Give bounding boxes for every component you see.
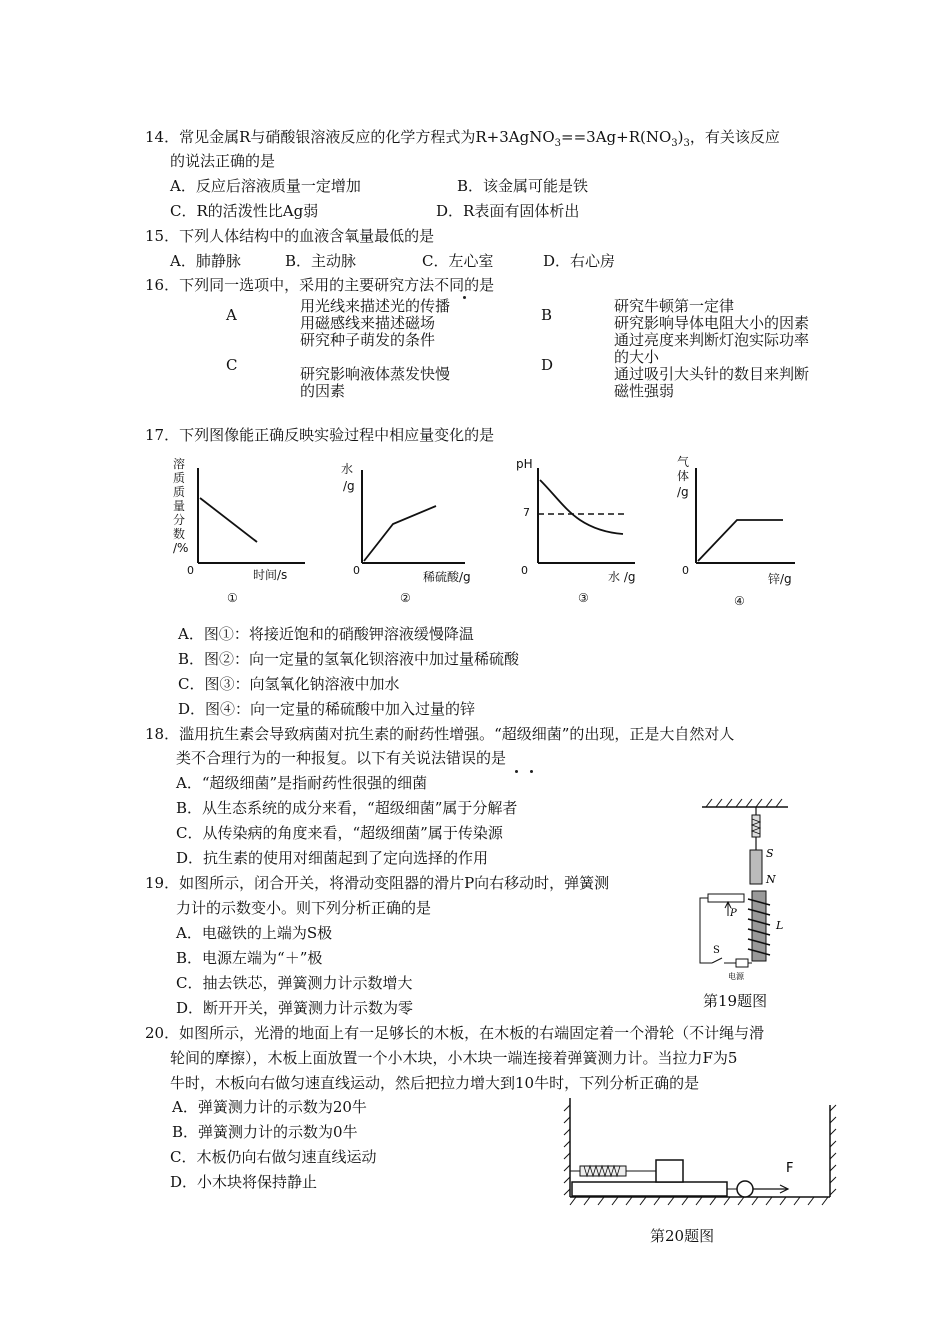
q17-stem: 17．下列图像能正确反映实验过程中相应量变化的是 (145, 426, 495, 444)
q15-option-d: D．右心房 (543, 252, 616, 270)
q14-stem-line1: 14．常见金属R与硝酸银溶液反应的化学方程式为$R+3AgNO_3==3Ag+R(NO_3)_3$，有关该反应 (145, 128, 780, 149)
g4-xlabel: 锌/g (768, 572, 792, 586)
g3-number: ③ (578, 591, 589, 605)
graph-2 (341, 461, 471, 605)
magnet-n-label: N (766, 873, 776, 886)
g1-ylabel-7: /% (173, 541, 189, 555)
g4-number: ④ (734, 594, 745, 608)
force-f-label: F (786, 1161, 794, 1176)
emphasis-dot (530, 770, 533, 773)
q18-stem-line1: 18．滥用抗生素会导致病菌对抗生素的耐药性增强。“超级细菌”的出现，正是大自然对人 (145, 725, 735, 743)
q20-option-c: C．木板仍向右做匀速直线运动 (170, 1148, 377, 1166)
q14-option-b: B．该金属可能是铁 (457, 177, 589, 195)
g2-ylabel-1: 水 (341, 462, 354, 476)
graph-1 (173, 456, 305, 605)
q16-a-line1: 用光线来描述光的传播 (300, 297, 451, 315)
g1-ylabel-2: 质 (173, 471, 186, 485)
g2-ylabel-2: /g (343, 479, 355, 493)
q18-option-c: C．从传染病的角度来看，“超级细菌”属于传染源 (176, 824, 503, 842)
q18-stem-line2: 类不合理行为的一种报复。以下有关说法错误的是 (176, 749, 507, 767)
q20-figure (560, 1095, 845, 1210)
q20-stem-line3: 牛时，木板向右做匀速直线运动，然后把拉力增大到10牛时，下列分析正确的是 (170, 1074, 700, 1092)
q20-caption: 第20题图 (650, 1227, 715, 1245)
switch-label: S (713, 945, 720, 956)
g2-origin: 0 (353, 564, 360, 577)
q16-stem: 16．下列同一选项中，采用的主要研究方法不同的是 (145, 276, 495, 294)
rheostat (708, 894, 744, 902)
q14-option-c: C．R的活泼性比Ag弱 (170, 202, 319, 220)
g3-origin: 0 (521, 564, 528, 577)
q15-option-b: B．主动脉 (285, 252, 357, 270)
q16-b-line2: 研究影响导体电阻大小的因素 (614, 314, 810, 332)
q17-option-c: C．图③：向氢氧化钠溶液中加水 (178, 675, 400, 693)
q17-option-d: D．图④：向一定量的稀硫酸中加入过量的锌 (178, 700, 476, 718)
q15-option-a: A．肺静脉 (170, 252, 241, 270)
g2-xlabel: 稀硫酸/g (423, 570, 471, 584)
g4-origin: 0 (682, 564, 689, 577)
power-source (736, 959, 748, 967)
slider-p-label: P (730, 908, 737, 919)
q18-option-b: B．从生态系统的成分来看，“超级细菌”属于分解者 (176, 799, 518, 817)
g1-xlabel: 时间/s (253, 568, 288, 582)
q20-stem-line2: 轮间的摩擦），木板上面放置一个小木块，小木块一端连接着弹簧测力计。当拉力F为5 (170, 1049, 738, 1067)
q19-figure (690, 795, 800, 985)
q17-option-b: B．图②：向一定量的氢氧化钡溶液中加过量稀硫酸 (178, 650, 520, 668)
q14-stem-line2: 的说法正确的是 (170, 152, 276, 170)
q19-option-c: C．抽去铁芯，弹簧测力计示数增大 (176, 974, 413, 992)
g1-ylabel-4: 量 (173, 499, 186, 513)
g2-number: ② (400, 591, 411, 605)
q16-c-line3: 的因素 (300, 382, 346, 400)
q20-option-a: A．弹簧测力计的示数为20牛 (172, 1098, 367, 1116)
graph-3 (516, 457, 635, 605)
g4-ylabel-3: /g (677, 485, 689, 499)
q16-c-label: C (226, 356, 238, 374)
q16-c-line2: 研究影响液体蒸发快慢 (300, 365, 451, 383)
q19-caption: 第19题图 (703, 992, 768, 1010)
q16-d-line2: 的大小 (614, 348, 660, 366)
q19-option-d: D．断开开关，弹簧测力计示数为零 (176, 999, 414, 1017)
g3-seven: 7 (523, 506, 530, 519)
q20-stem-line1: 20．如图所示，光滑的地面上有一足够长的木板，在木板的右端固定着一个滑轮（不计绳与滑 (145, 1024, 765, 1042)
q15-option-c: C．左心室 (422, 252, 494, 270)
g3-ylabel: pH (516, 457, 533, 471)
ceiling-hatching (706, 799, 782, 807)
g3-curve (540, 480, 623, 534)
g1-number: ① (227, 591, 238, 605)
q18-option-a: A．“超级细菌”是指耐药性很强的细菌 (176, 774, 428, 792)
q14-option-a: A．反应后溶液质量一定增加 (170, 177, 361, 195)
q20-option-b: B．弹簧测力计的示数为0牛 (172, 1123, 358, 1141)
q16-d-label: D (541, 356, 554, 374)
g1-ylabel-5: 分 (173, 513, 186, 527)
q17-graphs (165, 450, 815, 615)
wooden-block (656, 1160, 683, 1182)
g1-ylabel-1: 溶 (173, 457, 186, 471)
g4-ylabel-2: 体 (677, 469, 690, 483)
q16-d-line1: 通过亮度来判断灯泡实际功率 (614, 331, 810, 349)
wooden-board (572, 1182, 727, 1196)
g1-curve (200, 498, 257, 542)
q16-c-line1: 研究种子萌发的条件 (300, 331, 436, 349)
emphasis-dot (463, 296, 466, 299)
emphasis-dot (515, 770, 518, 773)
g1-ylabel-6: 数 (173, 527, 186, 541)
g4-ylabel-1: 气 (677, 455, 690, 469)
coil-l-label: L (776, 919, 784, 932)
g4-curve (698, 520, 783, 561)
pulley (737, 1181, 753, 1197)
q14-option-d: D．R表面有固体析出 (436, 202, 580, 220)
q19-stem-line1: 19．如图所示，闭合开关，将滑动变阻器的滑片P向右移动时，弹簧测 (145, 874, 610, 892)
q20-option-d: D．小木块将保持静止 (170, 1173, 318, 1191)
g1-ylabel-3: 质 (173, 485, 186, 499)
q19-stem-line2: 力计的示数变小。则下列分析正确的是 (176, 899, 432, 917)
q19-option-b: B．电源左端为“＋”极 (176, 949, 323, 967)
q17-option-a: A．图①：将接近饱和的硝酸钾溶液缓慢降温 (178, 625, 474, 643)
q16-b-line1: 研究牛顿第一定律 (614, 297, 735, 315)
q16-d-line3: 通过吸引大头针的数目来判断 (614, 365, 810, 383)
q15-stem: 15．下列人体结构中的血液含氧量最低的是 (145, 227, 435, 245)
q16-b-label: B (541, 306, 553, 324)
q16-a-line2: 用磁感线来描述磁场 (300, 314, 436, 332)
q18-option-d: D．抗生素的使用对细菌起到了定向选择的作用 (176, 849, 489, 867)
g2-curve (364, 506, 436, 561)
q16-a-label: A (226, 306, 237, 324)
g3-xlabel: 水 /g (608, 570, 636, 584)
q19-option-a: A．电磁铁的上端为S极 (176, 924, 333, 942)
q16-d-line4: 磁性强弱 (614, 382, 675, 400)
magnet-s-label: S (766, 847, 774, 860)
g1-origin: 0 (187, 564, 194, 577)
power-source-label: 电源 (728, 972, 744, 981)
graph-4 (677, 454, 795, 608)
bar-magnet (750, 850, 762, 884)
